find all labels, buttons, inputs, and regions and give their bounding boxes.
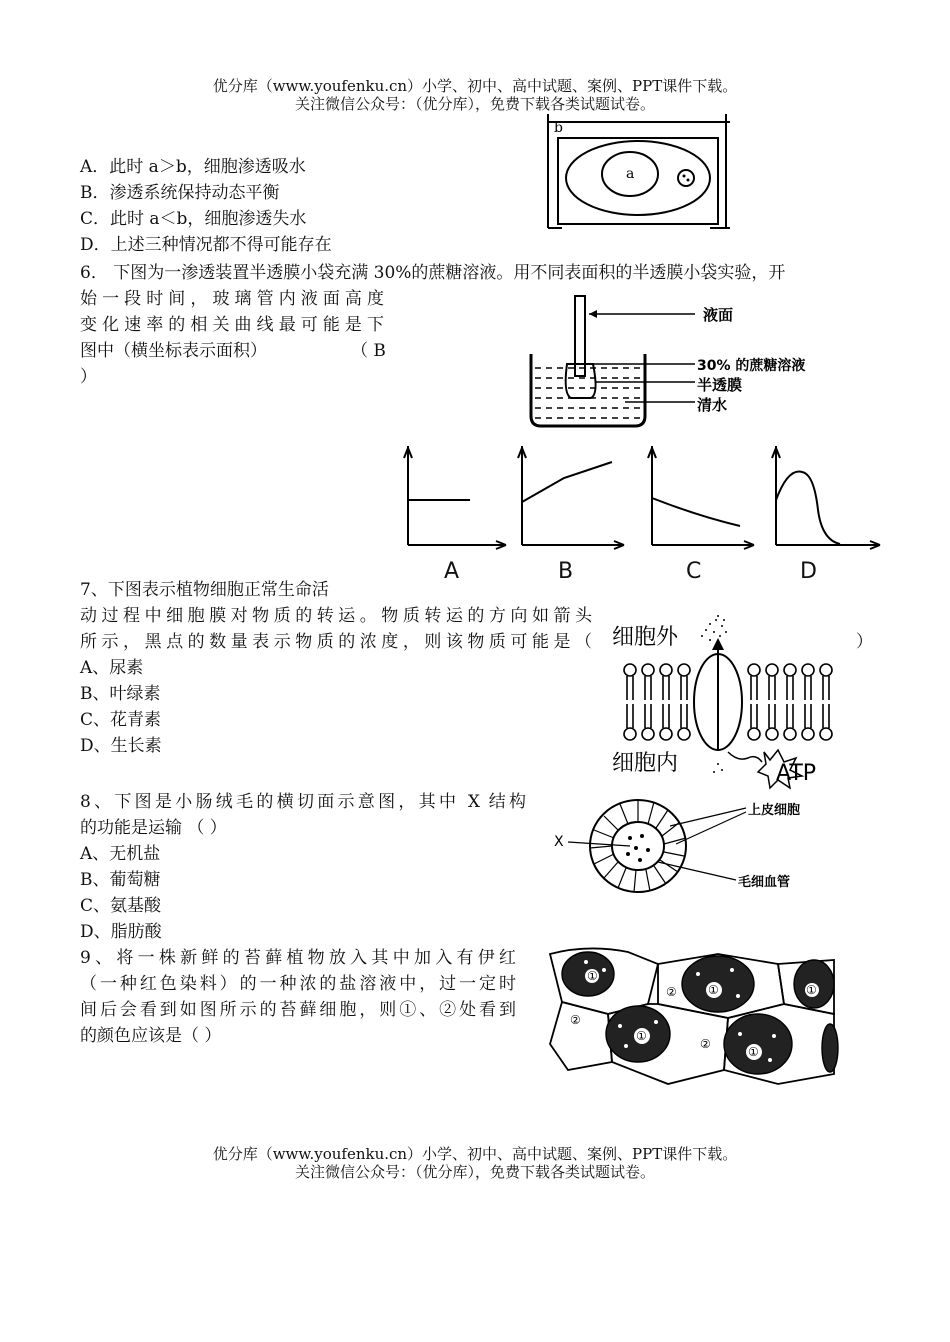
q9-mark-2a: ② [666, 985, 677, 999]
q9-mark-1d: ① [636, 1029, 647, 1043]
q9-mark-1c: ① [806, 983, 817, 997]
q9-line-2: （一种红色染料）的一种浓的盐溶液中，过一定时 [80, 974, 516, 994]
footer-line-1: 优分库（www.youfenku.cn）小学、初中、高中试题、案例、PPT课件下载。 [212, 1145, 738, 1163]
q9-mark-2c: ② [700, 1037, 711, 1051]
label-water: 清水 [697, 396, 728, 414]
q8-option-b: B、葡萄糖 [80, 870, 161, 890]
q7-option-a: A、尿素 [80, 658, 144, 678]
q5-option-c: C．此时 a＜b，细胞渗透失水 [80, 209, 307, 229]
q6-line-5: ） [80, 367, 97, 387]
q7-line-2: 动过程中细胞膜对物质的转运。物质转运的方向如箭头 [80, 606, 592, 626]
q7-option-d: D、生长素 [80, 736, 162, 756]
q8-line-2: 的功能是运输 （ ） [80, 818, 227, 838]
q7-close-paren: ） [856, 632, 873, 652]
q5-option-b: B．渗透系统保持动态平衡 [80, 183, 280, 203]
q8-villus-figure [550, 792, 820, 902]
q9-line-4: 的颜色应该是（ ） [80, 1026, 222, 1046]
label-cell-outside: 细胞外 [612, 625, 679, 650]
q9-mark-1e: ① [748, 1045, 759, 1059]
q6-line-4: 图中（横坐标表示面积） [80, 341, 267, 361]
footer-line-2: 关注微信公众号：（优分库），免费下载各类试题试卷。 [294, 1163, 655, 1181]
q9-mark-1a: ① [587, 969, 598, 983]
q8-option-d: D、脂肪酸 [80, 922, 162, 942]
label-x: X [554, 834, 564, 850]
q5-label-a: a [626, 166, 635, 182]
label-atp: ATP [776, 761, 817, 786]
q7-option-b: B、叶绿素 [80, 684, 161, 704]
q7-option-c: C、花青素 [80, 710, 162, 730]
curve-label-a: A [444, 559, 460, 584]
label-sucrose-solution: 30% 的蔗糖溶液 [697, 358, 806, 374]
q9-moss-cells-figure [548, 944, 838, 1086]
q7-membrane-figure [610, 612, 850, 790]
label-semipermeable-membrane: 半透膜 [697, 376, 743, 394]
q7-line-3: 所示，黑点的数量表示物质的浓度，则该物质可能是（ [80, 632, 592, 652]
q9-line-3: 间后会看到如图所示的苔藓细胞，则①、②处看到 [80, 1000, 516, 1020]
header-line-2: 关注微信公众号：（优分库），免费下载各类试题试卷。 [294, 95, 655, 113]
label-cell-inside: 细胞内 [612, 751, 679, 776]
label-liquid-level: 液面 [703, 306, 734, 324]
curve-label-d: D [800, 559, 817, 584]
q6-line-2: 始一段时间，玻璃管内液面高度 [80, 289, 384, 309]
q5-option-d: D．上述三种情况都不得可能存在 [80, 235, 332, 255]
header-line-1: 优分库（www.youfenku.cn）小学、初中、高中试题、案例、PPT课件下载。 [212, 77, 738, 95]
label-epithelium: 上皮细胞 [748, 803, 801, 818]
q6-answer: （ B [351, 341, 386, 361]
label-capillary: 毛细血管 [738, 875, 791, 890]
q5-label-b: b [554, 120, 563, 136]
q8-option-a: A、无机盐 [80, 844, 161, 864]
curve-label-b: B [558, 559, 574, 584]
q9-mark-2b: ② [570, 1013, 581, 1027]
q8-line-1: 8、下图是小肠绒毛的横切面示意图，其中 X 结构 [80, 792, 526, 812]
q6-osmosis-apparatus [525, 294, 845, 434]
curve-label-c: C [686, 559, 702, 584]
q8-option-c: C、氨基酸 [80, 896, 162, 916]
q6-line-1: 6． 下图为一渗透装置半透膜小袋充满 30%的蔗糖溶液。用不同表面积的半透膜小袋实验，开 [80, 263, 786, 283]
q9-line-1: 9、将一株新鲜的苔藓植物放入其中加入有伊红 [80, 948, 516, 968]
q7-line-1: 7、下图表示植物细胞正常生命活 [80, 580, 329, 600]
q6-line-3: 变化速率的相关曲线最可能是下 [80, 315, 384, 335]
q5-cell-figure [540, 112, 740, 234]
q9-mark-1b: ① [708, 983, 719, 997]
q5-option-a: A．此时 a＞b，细胞渗透吸水 [80, 157, 306, 177]
